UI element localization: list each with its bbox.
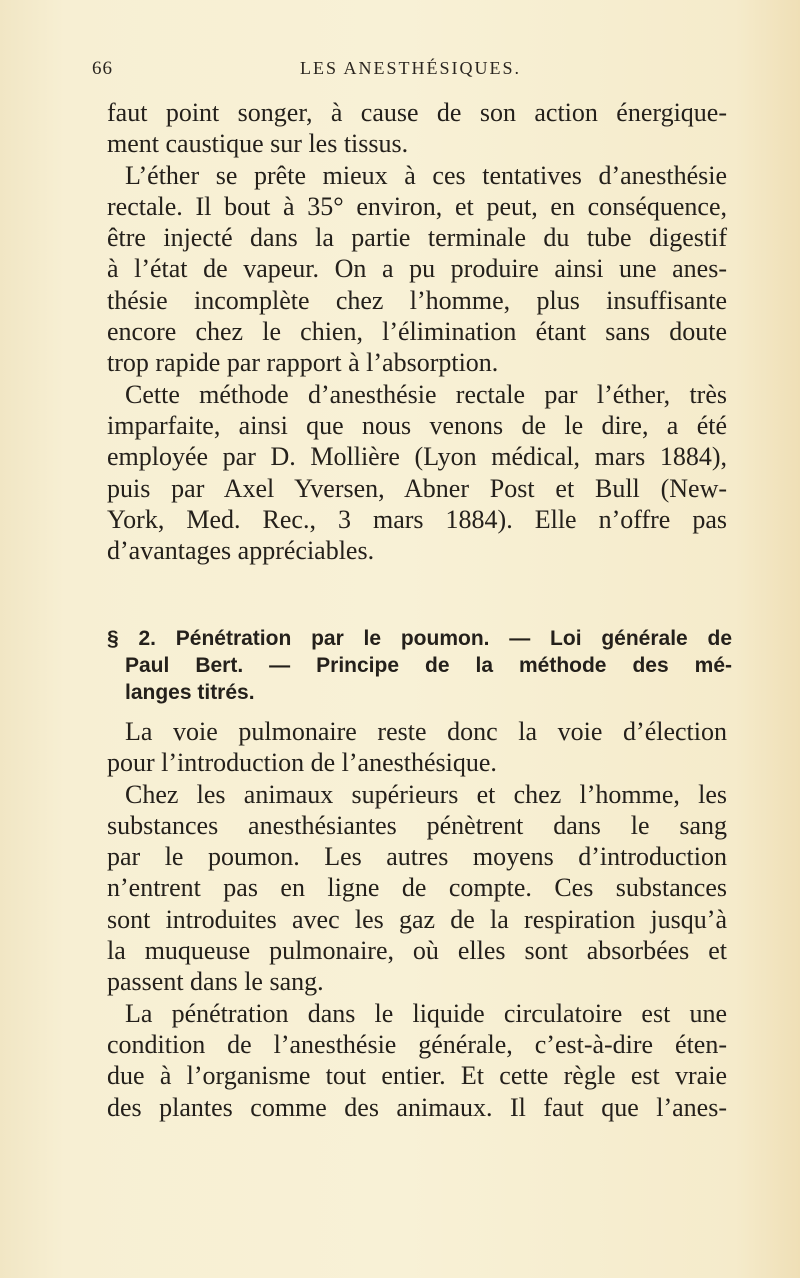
text-line: passent dans le sang. xyxy=(107,967,324,997)
heading-line: Paul Bert. — Principe de la méthode des mé- xyxy=(125,654,732,677)
text-line: Cette méthode d’anesthésie rectale par l’éther, très xyxy=(125,379,727,409)
text-block-bottom xyxy=(107,716,727,1123)
text-line: La pénétration dans le liquide circulatoire est une xyxy=(125,998,727,1028)
text-line: d’avantages appréciables. xyxy=(107,536,375,566)
text-line: La voie pulmonaire reste donc la voie d’élection xyxy=(125,717,727,746)
text-line: employée par D. Mollière (Lyon médical, mars 1884), xyxy=(107,442,727,472)
text-line: L’éther se prête mieux à ces tentatives d’anesthésie xyxy=(125,160,727,190)
running-title: LES ANESTHÉSIQUES. xyxy=(300,58,522,78)
page-header xyxy=(0,58,800,88)
text-line: rectale. Il bout à 35° environ, et peut, en conséquence, xyxy=(107,191,727,221)
text-line: Chez les animaux supérieurs et chez l’homme, les xyxy=(125,779,727,809)
text-line: puis par Axel Yversen, Abner Post et Bull (New- xyxy=(107,473,727,503)
text-line: substances anesthésiantes pénètrent dans le sang xyxy=(107,810,727,840)
text-line: York, Med. Rec., 3 mars 1884). Elle n’offre pas xyxy=(107,504,727,534)
text-line: due à l’organisme tout entier. Et cette règle est vraie xyxy=(107,1061,727,1091)
text-line: imparfaite, ainsi que nous venons de le dire, a été xyxy=(107,410,727,440)
text-line: à l’état de vapeur. On a pu produire ainsi une anes- xyxy=(107,254,727,284)
text-line: être injecté dans la partie terminale du tube digestif xyxy=(107,223,727,253)
text-line: pour l’introduction de l’anesthésique. xyxy=(107,748,497,778)
text-line: trop rapide par rapport à l’absorption. xyxy=(107,348,499,378)
text-block-top xyxy=(107,97,727,566)
text-line: condition de l’anesthésie générale, c’est-à-dire éten- xyxy=(107,1029,727,1059)
text-line: n’entrent pas en ligne de compte. Ces substances xyxy=(107,873,727,903)
text-line: la muqueuse pulmonaire, où elles sont absorbées et xyxy=(107,936,727,966)
text-line: encore chez le chien, l’élimination étant sans doute xyxy=(107,317,727,347)
text-line: sont introduites avec les gaz de la respiration jusqu’à xyxy=(107,904,727,934)
text-line: thésie incomplète chez l’homme, plus insuffisante xyxy=(107,285,727,315)
text-line: faut point songer, à cause de son action énergique- xyxy=(107,98,727,127)
page-number: 66 xyxy=(92,58,113,79)
text-line: ment caustique sur les tissus. xyxy=(107,129,409,159)
heading-line: § 2. Pénétration par le poumon. — Loi générale de xyxy=(107,627,732,650)
heading-line: langes titrés. xyxy=(125,681,255,704)
text-line: par le poumon. Les autres moyens d’introduction xyxy=(107,842,727,872)
section-heading xyxy=(107,625,732,706)
text-line: des plantes comme des animaux. Il faut que l’anes- xyxy=(107,1092,727,1122)
